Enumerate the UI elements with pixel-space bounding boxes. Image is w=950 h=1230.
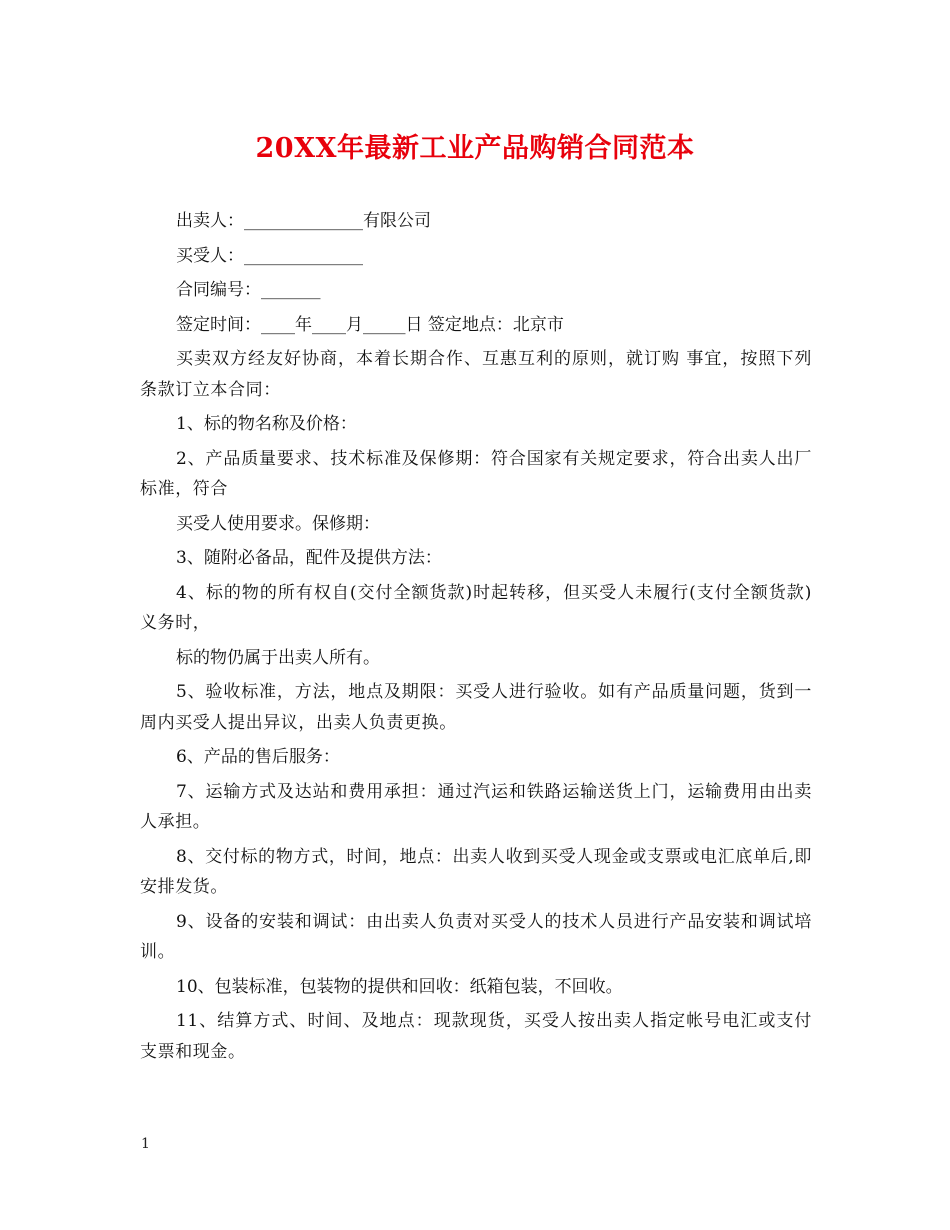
contract-number-line: 合同编号：_______: [176, 280, 321, 300]
clause-4: 4、标的物的所有权自(交付全额货款)时起转移，但买受人未履行(支付全额货款)义务时，: [140, 582, 812, 633]
clause-1: 1、标的物名称及价格：: [176, 414, 357, 434]
signing-time-place-line: 签定时间：____年____月_____日 签定地点：北京市: [176, 314, 564, 335]
clause-3: 3、随附必备品，配件及提供方法：: [176, 548, 442, 568]
clause-9: 9、设备的安装和调试：由出卖人负责对买受人的技术人员进行产品安装和调试培训。: [140, 911, 812, 962]
clause-7: 7、运输方式及达站和费用承担：通过汽运和铁路运输送货上门，运输费用由出卖人承担。: [140, 781, 812, 832]
preamble-paragraph: 买卖双方经友好协商，本着长期合作、互惠互利的原则，就订购 事宜，按照下列条款订立本合同：: [140, 349, 812, 400]
clause-2: 2、产品质量要求、技术标准及保修期：符合国家有关规定要求，符合出卖人出厂标准，符合: [140, 448, 812, 499]
page-number: 1: [141, 1136, 150, 1152]
buyer-line: 买受人：______________: [176, 245, 363, 266]
clause-4-continued: 标的物仍属于出卖人所有。: [176, 647, 380, 668]
document-body: [140, 206, 812, 1071]
clause-6: 6、产品的售后服务：: [176, 747, 340, 767]
clause-11: 11、结算方式、时间、及地点：现款现货，买受人按出卖人指定帐号电汇或支付支票和现金。: [140, 1011, 812, 1062]
seller-line: 出卖人：______________有限公司: [176, 211, 431, 231]
clause-10: 10、包装标准，包装物的提供和回收：纸箱包装，不回收。: [176, 976, 623, 997]
document-title: 20XX年最新工业产品购销合同范本: [255, 133, 695, 164]
clause-8: 8、交付标的物方式，时间，地点：出卖人收到买受人现金或支票或电汇底单后,即安排发货。: [140, 846, 812, 897]
clause-5: 5、验收标准，方法，地点及期限：买受人进行验收。如有产品质量问题，货到一周内买受人提出异议，出卖人负责更换。: [140, 682, 812, 733]
clause-2-continued: 买受人使用要求。保修期：: [176, 513, 380, 534]
